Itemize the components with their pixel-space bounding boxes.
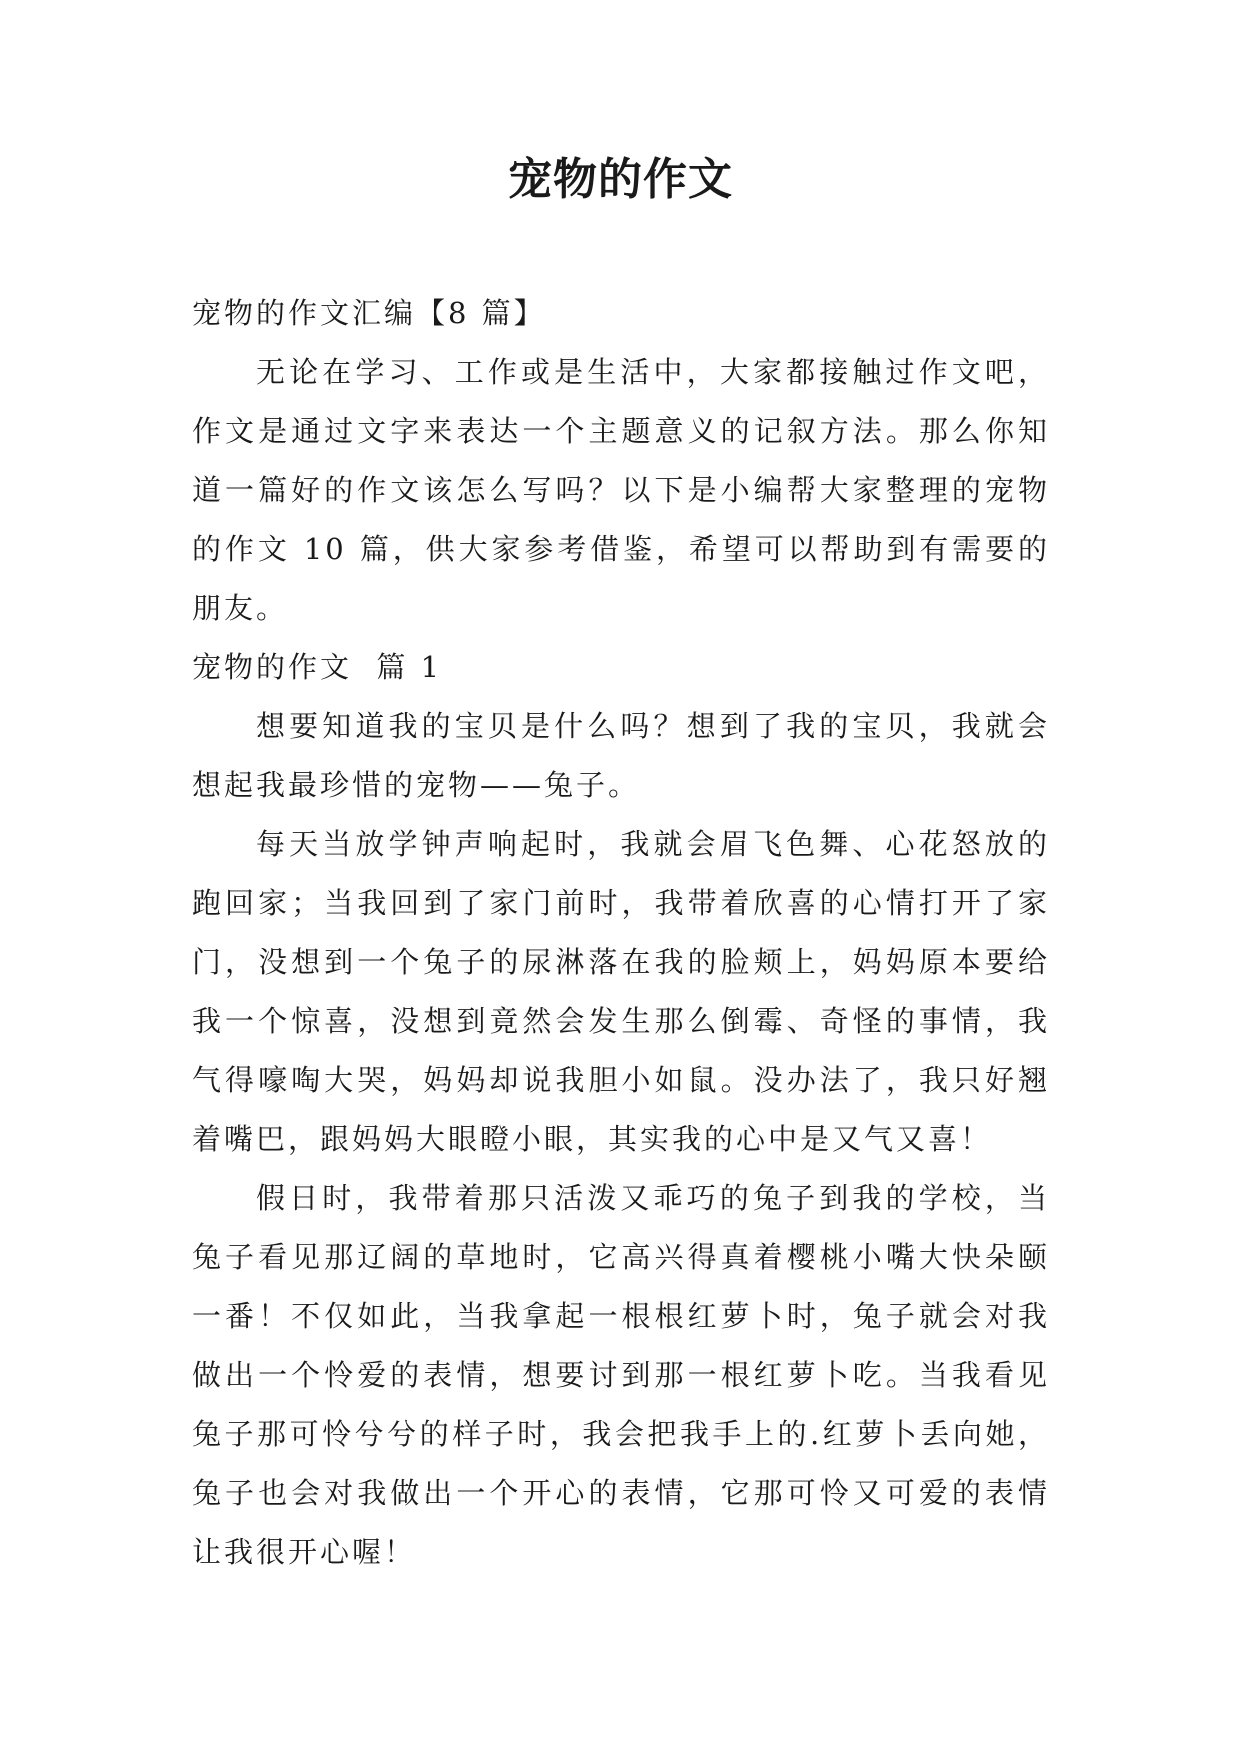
body-paragraph-1: 想要知道我的宝贝是什么吗？想到了我的宝贝，我就会想起我最珍惜的宠物——兔子。	[192, 709, 1050, 802]
collection-heading: 宠物的作文汇编【8 篇】	[192, 296, 546, 330]
document-title: 宠物的作文	[508, 154, 733, 205]
body-paragraph-3: 假日时，我带着那只活泼又乖巧的兔子到我的学校，当兔子看见那辽阔的草地时，它高兴得真着樱桃小嘴大快朵颐一番！不仅如此，当我拿起一根根红萝卜时，兔子就会对我做出一个怜爱的表情，想要讨到那一根红萝卜吃。当我看见兔子那可怜兮兮的样子时，我会把我手上的.红萝卜丢向她，兔子也会对我做出一个开心的表情，它那可怜又可爱的表情让我很开心喔！	[192, 1181, 1050, 1569]
body-paragraph-2: 每天当放学钟声响起时，我就会眉飞色舞、心花怒放的跑回家；当我回到了家门前时，我带着欣喜的心情打开了家门，没想到一个兔子的尿淋落在我的脸颊上，妈妈原本要给我一个惊喜，没想到竟然会发生那么倒霉、奇怪的事情，我气得嚎啕大哭，妈妈却说我胆小如鼠。没办法了，我只好翘着嘴巴，跟妈妈大眼瞪小眼，其实我的心中是又气又喜！	[192, 827, 1050, 1156]
intro-paragraph: 无论在学习、工作或是生活中，大家都接触过作文吧，作文是通过文字来表达一个主题意义的记叙方法。那么你知道一篇好的作文该怎么写吗？以下是小编帮大家整理的宠物的作文 10 篇，供大家参考借鉴，希望可以帮助到有需要的朋友。	[192, 355, 1050, 625]
section-heading: 宠物的作文 篇 1	[192, 650, 443, 684]
document-body	[192, 284, 1050, 1582]
